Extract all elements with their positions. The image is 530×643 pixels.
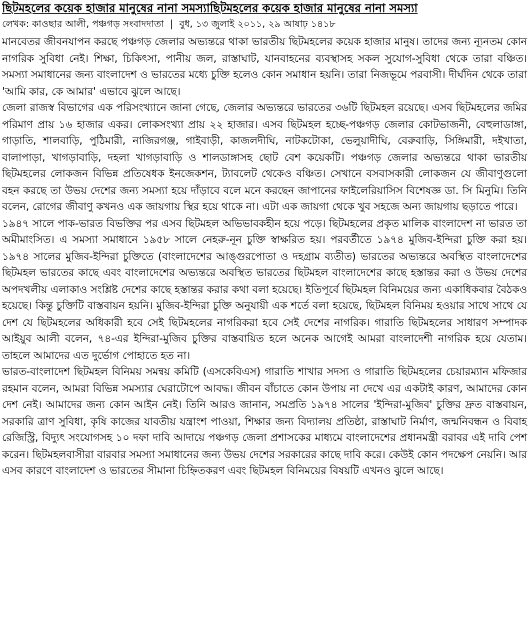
article-paragraph-3: ১৯৪৭ সালে পাক-ভারত বিভক্তির পর এসব ছিটমহল অভিভাবকহীন হয়ে পড়ে। ছিটমহলের প্রকৃত মালিক বাংলাদেশ না ভারত তা অমীমাংসিত। এ সমস্যা সমাধানে ১৯৫৮ সালে নেহরু-নূন চুক্তি স্বাক্ষরিত হয়। পরবর্তীতে ১৯৭৪ মুজিব-ইন্দিরা চুক্তি করা হয়। ১৯৭৪ সালের মুজিব-ইন্দিরা চুক্তিতে (বাংলাদেশের আঙ্গুরপোতা ও দহগ্রাম ব্যতীত) ভারতের অভ্যন্তরে অবস্থিত বাংলাদেশের ছিটমহল ভারতের কাছে এবং বাংলাদেশের অভ্যন্তরে অবস্থিত ভারতের ছিটমহল বাংলাদেশের কাছে হস্তান্তর করা ও উভয় দেশের অপদখলীয় এলাকাও সংশ্লিষ্ট দেশের কাছে হস্তান্তর করার কথা বলা হয়েছে। ইতিপূর্বে ছিটমহল বিনিময়ের জন্য একাধিকবার বৈঠকও হয়েছে। কিন্তু চুক্তিটি বাস্তবায়ন হয়নি। মুজিব-ইন্দিরা চুক্তি অনুযায়ী এক শর্তে বলা হয়েছে, ছিটমহল বিনিময় হওয়ার সাথে সাথে যে দেশ যে ছিটমহলের অধিকারী হবে সেই ছিটমহলের নাগরিকরা হবে সেই দেশের নাগরিক। গারাতি ছিটমহলের সাধারণ সম্পাদক আইয়ুব আলী বলেন, ৭৪-এর ইন্দিরা-মুজিব চুক্তির বাস্তবায়িত হলে অনেক আগেই আমরা বাংলাদেশী নাগরিক হয়ে যেতাম। তাহলে আমাদের এত দুর্ভোগ পোহাতে হত না। — [2, 217, 527, 362]
article-paragraph-2: জেলা রাজস্ব বিভাগের এক পরিসংখ্যানে জানা গেছে, জেলার অভ্যন্তরে ভারতের ৩৬টি ছিটমহল রয়েছে। এসব ছিটমহলের জমির পরিমাণ প্রায় ১৬ হাজার একর। লোকসংখ্যা প্রায় ২২ হাজার। এসব ছিটমহল হচ্ছে-পঞ্চগড় জেলার কোটভাজনী, বেহুলাডাঙ্গা, গাড়াতি, শালবাড়ি, পুঠিমারী, নাজিরগঞ্জ, গাইবাড়ী, কাজলদীঘি, নাটকটোকা, ভেলুয়াদীঘি, বেরুবাড়ি, সিঙ্গিমারী, দইখাতা, বালাপাড়া, খাগড়াবাড়ি, দহলা খাগড়াবাড়ি ও শালডাঙ্গাসহ ছোট বেশ কয়েকটি। পঞ্চগড় জেলার অভ্যন্তরে থাকা ভারতীয় ছিটমহলের লোকজন বিভিন্ন প্রতিষেধক ইনজেকশন, ট্যাবলেট থেকেও বঞ্চিত। সেখানে বসবাসকারী লোকজন যে জীবাণুগুলো বহন করছে তা উভয় দেশের জন্য সমস্যা হয়ে দাঁড়াবে বলে মনে করছেন জাপানের ফাইলেরিয়াসিস বিশেষজ্ঞ ডা. সি মিনুমি। তিনি বলেন, রোগের জীবাণু কখনও এক জায়গায় স্থির হয়ে থাকে না। এটা এক জায়গা থেকে খুব সহজে অন্য জায়গায় ছড়াতে পারে। — [2, 102, 527, 213]
article-title: ছিটমহলের কয়েক হাজার মানুষের নানা সমস্যাছিটমহলের কয়েক হাজার মানুষের নানা সমস্যা — [2, 1, 418, 15]
byline-date: বুধ, ১৩ জুলাই ২০১১, ২৯ আষাঢ় ১৪১৮ — [179, 19, 336, 30]
article-paragraph-1: মানবেতর জীবনযাপন করছে পঞ্চগড় জেলার অভ্যন্তরে থাকা ভারতীয় ছিটমহলের কয়েক হাজার মানুষ। তাদের জন্য ন্যূনতম কোন নাগরিক সুবিধা নেই। শিক্ষা, চিকিৎসা, পানীয় জল, রাস্তাঘাট, যানবাহনের ব্যবস্থাসহ সকল সুযোগ-সুবিধা থেকে তারা বঞ্চিত। সমস্যা সমাধানের জন্য বাংলাদেশ ও ভারতের মধ্যে চুক্তি হলেও কোন সমাধান হয়নি। তারা নিজভূমে পরবাসী। দীর্ঘদিন থেকে তারা 'আমি কার, কে আমার' এভাবে ঝুলে আছে। — [2, 36, 527, 98]
article-paragraph-4: ভারত-বাংলাদেশ ছিটমহল বিনিময় সমন্বয় কমিটি (এসকেবিএস) গারাতি শাখার সদস্য ও গারাতি ছিটমহলের চেয়ারম্যান মফিজার রহমান বলেন, আমরা বিভিন্ন সমস্যার ঘেরাটোপে আবদ্ধ। জীবন বাঁচাতে কোন উপায় না দেখে এর একটাই কারণ, আমাদের কোন দেশ নেই। আমাদের জন্য কোন আইন নেই। তিনি আরও জানান, সমপ্রতি ১৯৭৪ সালের 'ইন্দিরা-মুজিব' চুক্তির দ্রুত বাস্তবায়ন, সরকারি ত্রাণ সুবিধা, কৃষি কাজের যাবতীয় যন্ত্রাংশ পাওয়া, শিক্ষার জন্য বিদ্যালয় প্রতিষ্ঠা, রাস্তাঘাট নির্মাণ, জন্মনিবন্ধন ও বিবাহ রেজিস্ট্রি, বিদ্যুৎ সংযোগসহ ১০ দফা দাবি আদায়ে পঞ্চগড় জেলা প্রশাসকের মাধ্যমে বাংলাদেশের প্রধানমন্ত্রী বরাবর এই দাবি পেশ করেন। ছিটমহলবাসীরা বারবার সমস্যা সমাধানের জন্য উভয় দেশের সরকারের কাছে দাবি করে। কেউই কোন পদক্ষেপ নেয়নি। আর এসব কারণে বাংলাদেশ ও ভারতের সীমানা চিহ্নিতকরণ এবং ছিটমহল বিনিময়ের বিষয়টি এখনও ঝুলে আছে। — [2, 366, 527, 477]
article-byline — [2, 18, 527, 32]
byline-separator: | — [169, 19, 174, 30]
byline-author: লেখক: কাওছার আলী, পঞ্চগড় সংবাদদাতা — [2, 19, 164, 30]
